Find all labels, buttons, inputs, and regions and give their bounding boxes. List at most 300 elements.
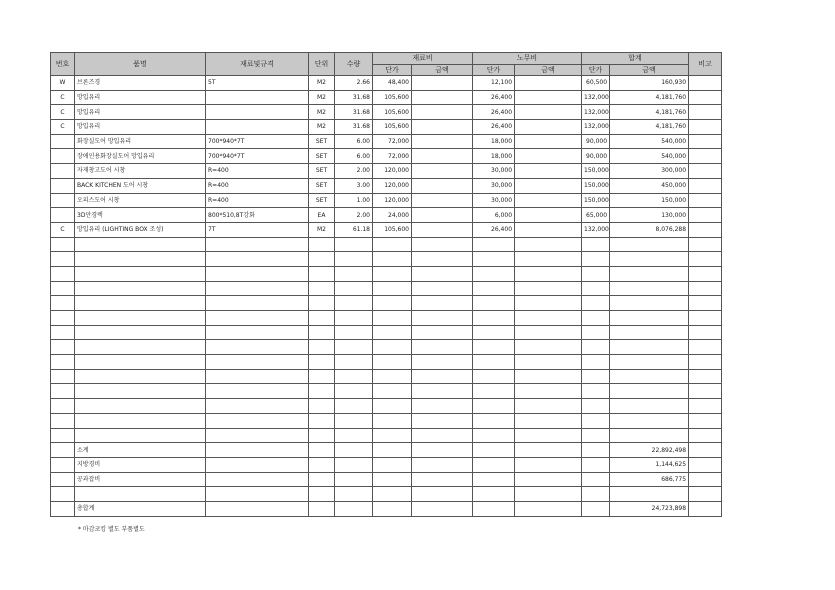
summary-amount	[610, 487, 689, 502]
empty-cell	[75, 369, 206, 384]
empty-cell	[412, 443, 473, 458]
empty-cell	[689, 296, 722, 311]
cell-no: W	[51, 76, 75, 91]
cell-note	[689, 149, 722, 164]
empty-cell	[582, 457, 610, 472]
estimate-table	[50, 52, 722, 517]
empty-cell	[335, 311, 373, 326]
table-row	[51, 120, 722, 135]
cell-mat-amt	[412, 222, 473, 237]
header-tot-price: 단가	[582, 65, 610, 76]
header-labor: 노무비	[473, 53, 582, 65]
cell-tot-amt: 4,181,760	[610, 120, 689, 135]
empty-cell	[335, 501, 373, 516]
empty-cell	[309, 237, 335, 252]
cell-qty: 2.00	[335, 164, 373, 179]
cell-tot-price: 90,000	[582, 149, 610, 164]
empty-cell	[373, 311, 412, 326]
empty-cell	[412, 413, 473, 428]
cell-note	[689, 120, 722, 135]
empty-cell	[412, 457, 473, 472]
empty-cell	[515, 428, 582, 443]
empty-cell	[412, 311, 473, 326]
cell-lab-price: 18,000	[473, 149, 515, 164]
empty-cell	[582, 311, 610, 326]
footnote: * 마감코킹 별도 부품별도	[78, 526, 145, 533]
empty-cell	[515, 501, 582, 516]
cell-mat-amt	[412, 208, 473, 223]
empty-cell	[412, 472, 473, 487]
empty-cell	[206, 443, 309, 458]
cell-unit: M2	[309, 90, 335, 105]
empty-cell	[75, 399, 206, 414]
cell-qty: 1.00	[335, 193, 373, 208]
empty-cell	[610, 384, 689, 399]
empty-cell	[515, 369, 582, 384]
summary-label: 총합계	[75, 501, 206, 516]
empty-row	[51, 428, 722, 443]
empty-cell	[473, 501, 515, 516]
header-material: 재료비	[373, 53, 473, 65]
empty-cell	[75, 237, 206, 252]
cell-mat-amt	[412, 193, 473, 208]
empty-cell	[75, 340, 206, 355]
empty-cell	[309, 384, 335, 399]
cell-mat-price: 105,600	[373, 120, 412, 135]
empty-cell	[309, 266, 335, 281]
cell-mat-price: 72,000	[373, 149, 412, 164]
empty-cell	[610, 252, 689, 267]
empty-cell	[335, 237, 373, 252]
cell-lab-price: 26,400	[473, 120, 515, 135]
empty-cell	[309, 252, 335, 267]
cell-no	[51, 164, 75, 179]
empty-cell	[473, 457, 515, 472]
empty-cell	[515, 384, 582, 399]
cell-tot-amt: 8,076,288	[610, 222, 689, 237]
cell-tot-price: 150,000	[582, 178, 610, 193]
empty-cell	[309, 369, 335, 384]
empty-cell	[51, 487, 75, 502]
cell-qty: 2.66	[335, 76, 373, 91]
cell-no: C	[51, 120, 75, 135]
empty-cell	[373, 501, 412, 516]
cell-mat-price: 105,600	[373, 90, 412, 105]
cell-lab-amt	[515, 193, 582, 208]
empty-cell	[309, 340, 335, 355]
cell-mat-price: 48,400	[373, 76, 412, 91]
empty-cell	[206, 281, 309, 296]
header-item: 품명	[75, 53, 206, 76]
cell-spec: 5T	[206, 76, 309, 91]
cell-note	[689, 178, 722, 193]
cell-tot-price: 65,000	[582, 208, 610, 223]
empty-cell	[689, 252, 722, 267]
empty-cell	[373, 428, 412, 443]
cell-unit: SET	[309, 134, 335, 149]
empty-cell	[689, 487, 722, 502]
cell-tot-price: 132,000	[582, 90, 610, 105]
cell-mat-amt	[412, 105, 473, 120]
empty-cell	[582, 413, 610, 428]
cell-lab-price: 26,400	[473, 222, 515, 237]
cell-lab-price: 30,000	[473, 178, 515, 193]
empty-cell	[309, 296, 335, 311]
empty-cell	[206, 325, 309, 340]
cell-lab-price: 12,100	[473, 76, 515, 91]
empty-cell	[335, 413, 373, 428]
cell-item: 자재창고도어 시창	[75, 164, 206, 179]
empty-row	[51, 413, 722, 428]
empty-cell	[51, 428, 75, 443]
empty-cell	[412, 340, 473, 355]
empty-cell	[515, 472, 582, 487]
empty-cell	[75, 325, 206, 340]
cell-note	[689, 90, 722, 105]
cell-unit: SET	[309, 164, 335, 179]
summary-label: 지방경비	[75, 457, 206, 472]
empty-cell	[51, 252, 75, 267]
empty-cell	[373, 487, 412, 502]
cell-spec: R=400	[206, 164, 309, 179]
empty-cell	[51, 311, 75, 326]
summary-label: 소계	[75, 443, 206, 458]
header-note: 비고	[689, 53, 722, 76]
cell-mat-amt	[412, 149, 473, 164]
empty-row	[51, 311, 722, 326]
empty-cell	[473, 487, 515, 502]
empty-cell	[689, 325, 722, 340]
empty-cell	[309, 472, 335, 487]
empty-cell	[689, 266, 722, 281]
cell-tot-price: 132,000	[582, 222, 610, 237]
cell-lab-amt	[515, 134, 582, 149]
cell-lab-price: 6,000	[473, 208, 515, 223]
empty-cell	[373, 472, 412, 487]
empty-cell	[582, 252, 610, 267]
empty-cell	[412, 384, 473, 399]
cell-mat-amt	[412, 76, 473, 91]
summary-amount: 22,892,498	[610, 443, 689, 458]
empty-cell	[515, 325, 582, 340]
table-row	[51, 178, 722, 193]
empty-cell	[515, 340, 582, 355]
empty-cell	[335, 457, 373, 472]
empty-row	[51, 399, 722, 414]
empty-cell	[373, 296, 412, 311]
empty-cell	[412, 399, 473, 414]
empty-cell	[412, 487, 473, 502]
empty-cell	[582, 369, 610, 384]
summary-amount: 24,723,898	[610, 501, 689, 516]
empty-cell	[75, 281, 206, 296]
empty-cell	[412, 237, 473, 252]
summary-label	[75, 487, 206, 502]
cell-mat-price: 24,000	[373, 208, 412, 223]
empty-cell	[515, 457, 582, 472]
empty-cell	[689, 355, 722, 370]
empty-cell	[373, 413, 412, 428]
cell-unit: M2	[309, 76, 335, 91]
empty-cell	[610, 399, 689, 414]
empty-cell	[206, 428, 309, 443]
empty-cell	[610, 355, 689, 370]
summary-row	[51, 487, 722, 502]
empty-cell	[51, 413, 75, 428]
empty-cell	[610, 266, 689, 281]
empty-cell	[689, 428, 722, 443]
empty-cell	[515, 252, 582, 267]
empty-cell	[373, 252, 412, 267]
cell-qty: 61.18	[335, 222, 373, 237]
cell-tot-price: 132,000	[582, 105, 610, 120]
cell-lab-price: 26,400	[473, 90, 515, 105]
empty-cell	[582, 355, 610, 370]
empty-cell	[51, 384, 75, 399]
cell-item: 망입유리 (LIGHTING BOX 조성)	[75, 222, 206, 237]
empty-cell	[206, 340, 309, 355]
empty-cell	[473, 399, 515, 414]
empty-cell	[335, 296, 373, 311]
header-qty: 수량	[335, 53, 373, 76]
cell-item: 망입유리	[75, 90, 206, 105]
table-row	[51, 149, 722, 164]
table-body	[51, 76, 722, 517]
cell-unit: SET	[309, 193, 335, 208]
empty-cell	[412, 296, 473, 311]
cell-note	[689, 208, 722, 223]
empty-cell	[373, 457, 412, 472]
empty-cell	[51, 501, 75, 516]
cell-unit: SET	[309, 178, 335, 193]
empty-cell	[335, 399, 373, 414]
empty-cell	[309, 487, 335, 502]
cell-mat-price: 105,600	[373, 105, 412, 120]
empty-cell	[515, 237, 582, 252]
empty-cell	[515, 296, 582, 311]
empty-cell	[335, 369, 373, 384]
empty-row	[51, 340, 722, 355]
empty-cell	[515, 281, 582, 296]
empty-cell	[373, 325, 412, 340]
cell-unit: M2	[309, 105, 335, 120]
table-row	[51, 134, 722, 149]
cell-mat-price: 105,600	[373, 222, 412, 237]
empty-cell	[206, 266, 309, 281]
table-row	[51, 90, 722, 105]
empty-cell	[309, 443, 335, 458]
cell-note	[689, 222, 722, 237]
empty-cell	[373, 355, 412, 370]
empty-cell	[309, 281, 335, 296]
empty-cell	[309, 399, 335, 414]
cell-lab-amt	[515, 208, 582, 223]
empty-cell	[582, 501, 610, 516]
cell-qty: 6.00	[335, 149, 373, 164]
empty-cell	[412, 355, 473, 370]
cell-spec	[206, 120, 309, 135]
cell-mat-price: 120,000	[373, 164, 412, 179]
empty-cell	[75, 413, 206, 428]
empty-cell	[335, 281, 373, 296]
empty-row	[51, 266, 722, 281]
cell-lab-price: 26,400	[473, 105, 515, 120]
summary-amount: 1,144,625	[610, 457, 689, 472]
cell-item: BACK KITCHEN 도어 시창	[75, 178, 206, 193]
cell-spec: 700*940*7T	[206, 149, 309, 164]
cell-item: 화장실도어 망입유리	[75, 134, 206, 149]
empty-cell	[582, 399, 610, 414]
empty-cell	[515, 355, 582, 370]
cell-no	[51, 149, 75, 164]
empty-cell	[335, 472, 373, 487]
table-row	[51, 193, 722, 208]
empty-cell	[610, 428, 689, 443]
empty-cell	[373, 237, 412, 252]
empty-row	[51, 281, 722, 296]
empty-cell	[51, 325, 75, 340]
empty-cell	[473, 443, 515, 458]
empty-cell	[689, 399, 722, 414]
empty-row	[51, 237, 722, 252]
empty-cell	[473, 413, 515, 428]
empty-cell	[51, 399, 75, 414]
cell-lab-price: 18,000	[473, 134, 515, 149]
empty-cell	[373, 266, 412, 281]
empty-cell	[582, 325, 610, 340]
empty-cell	[206, 487, 309, 502]
cell-tot-price: 90,000	[582, 134, 610, 149]
empty-cell	[689, 340, 722, 355]
empty-cell	[473, 472, 515, 487]
empty-cell	[610, 369, 689, 384]
header-mat-price: 단가	[373, 65, 412, 76]
empty-cell	[412, 428, 473, 443]
empty-row	[51, 369, 722, 384]
empty-cell	[473, 266, 515, 281]
empty-cell	[610, 340, 689, 355]
cell-lab-amt	[515, 164, 582, 179]
empty-cell	[582, 384, 610, 399]
empty-cell	[309, 355, 335, 370]
empty-cell	[75, 252, 206, 267]
empty-cell	[610, 296, 689, 311]
header-spec: 재료및규격	[206, 53, 309, 76]
empty-cell	[51, 457, 75, 472]
cell-tot-amt: 540,000	[610, 134, 689, 149]
empty-cell	[309, 413, 335, 428]
cell-tot-price: 150,000	[582, 164, 610, 179]
summary-row	[51, 472, 722, 487]
empty-cell	[206, 311, 309, 326]
empty-cell	[206, 457, 309, 472]
empty-cell	[473, 355, 515, 370]
cell-no	[51, 208, 75, 223]
empty-cell	[309, 501, 335, 516]
cell-note	[689, 164, 722, 179]
empty-cell	[373, 340, 412, 355]
table-row	[51, 76, 722, 91]
empty-cell	[51, 355, 75, 370]
summary-label: 공과잡비	[75, 472, 206, 487]
cell-lab-price: 30,000	[473, 193, 515, 208]
empty-cell	[206, 252, 309, 267]
cell-tot-amt: 300,000	[610, 164, 689, 179]
empty-cell	[515, 487, 582, 502]
empty-cell	[689, 369, 722, 384]
empty-cell	[335, 384, 373, 399]
empty-cell	[473, 325, 515, 340]
header-row-top	[51, 53, 722, 65]
empty-row	[51, 355, 722, 370]
header-tot-amount: 금액	[610, 65, 689, 76]
summary-row	[51, 501, 722, 516]
empty-cell	[335, 443, 373, 458]
empty-cell	[473, 311, 515, 326]
cell-note	[689, 76, 722, 91]
empty-cell	[515, 266, 582, 281]
empty-cell	[51, 443, 75, 458]
table-row	[51, 105, 722, 120]
empty-cell	[206, 296, 309, 311]
cell-spec: R=400	[206, 178, 309, 193]
empty-cell	[473, 252, 515, 267]
empty-cell	[412, 281, 473, 296]
header-no: 번호	[51, 53, 75, 76]
header-total: 합계	[582, 53, 689, 65]
cell-tot-price: 132,000	[582, 120, 610, 135]
empty-cell	[515, 413, 582, 428]
empty-cell	[582, 487, 610, 502]
cell-qty: 31.68	[335, 90, 373, 105]
cell-item: 망입유리	[75, 105, 206, 120]
empty-cell	[51, 266, 75, 281]
empty-cell	[412, 252, 473, 267]
cell-mat-amt	[412, 90, 473, 105]
empty-cell	[473, 428, 515, 443]
empty-cell	[309, 311, 335, 326]
empty-cell	[689, 281, 722, 296]
empty-cell	[412, 266, 473, 281]
table-row	[51, 164, 722, 179]
empty-cell	[335, 340, 373, 355]
cell-tot-amt: 4,181,760	[610, 105, 689, 120]
empty-cell	[335, 325, 373, 340]
table-row	[51, 222, 722, 237]
empty-cell	[206, 501, 309, 516]
cell-lab-amt	[515, 90, 582, 105]
cell-unit: SET	[309, 149, 335, 164]
empty-cell	[75, 311, 206, 326]
cell-tot-amt: 150,000	[610, 193, 689, 208]
empty-cell	[206, 413, 309, 428]
empty-cell	[689, 501, 722, 516]
empty-cell	[689, 472, 722, 487]
empty-row	[51, 296, 722, 311]
summary-amount: 686,775	[610, 472, 689, 487]
empty-cell	[309, 325, 335, 340]
empty-cell	[610, 325, 689, 340]
cell-note	[689, 193, 722, 208]
cell-mat-amt	[412, 134, 473, 149]
cell-tot-amt: 4,181,760	[610, 90, 689, 105]
empty-cell	[206, 237, 309, 252]
empty-cell	[51, 296, 75, 311]
empty-cell	[75, 266, 206, 281]
empty-cell	[582, 340, 610, 355]
empty-cell	[473, 369, 515, 384]
empty-cell	[412, 325, 473, 340]
